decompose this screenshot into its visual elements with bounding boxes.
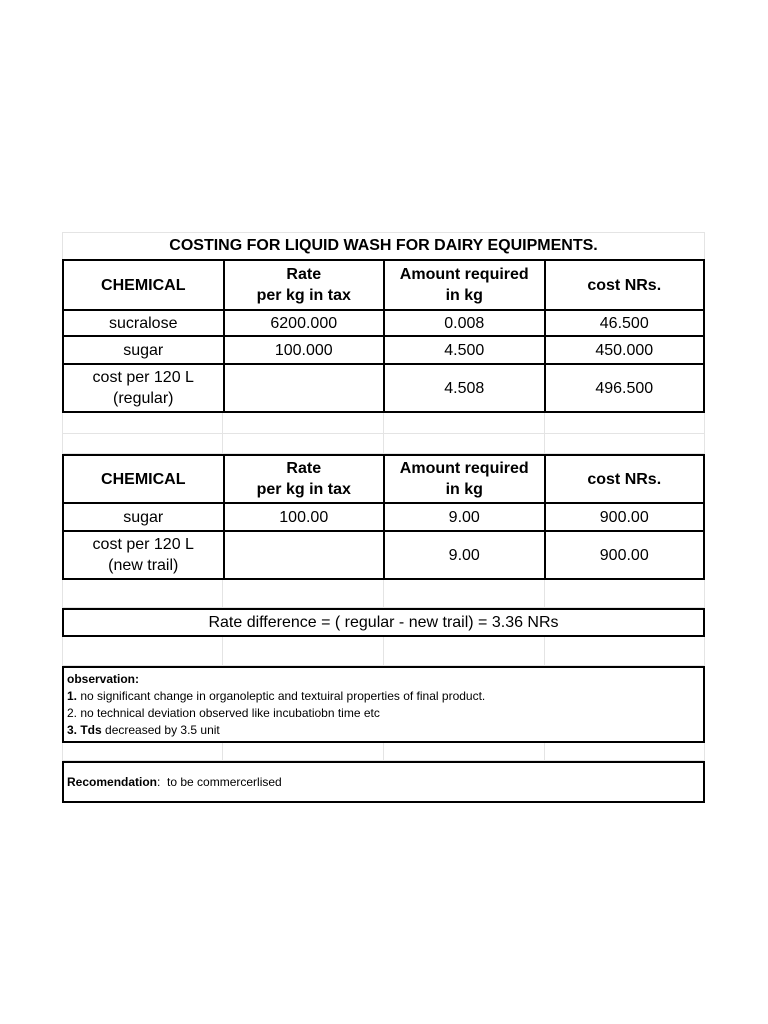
header-amount-line2: in kg [445,481,483,498]
table-header-row [64,261,705,311]
cell-cost: 900.00 [546,504,706,532]
header-amount-line1: Amount required [399,266,529,283]
header-amount [385,456,546,504]
total-label-line2: (regular) [113,390,174,407]
cell-chemical: sugar [64,504,225,532]
spacer-rows [62,580,705,608]
cell-amount: 9.00 [385,504,546,532]
header-rate-line1: Rate [286,460,322,477]
header-amount [385,261,546,311]
cell-amount: 0.008 [385,311,546,337]
cell-chemical: sucralose [64,311,225,337]
cell-chemical: sugar [64,337,225,365]
table-header-row [64,456,705,504]
total-label [64,365,225,413]
recommendation-label: Recomendation [67,774,158,789]
recommendation-box [62,761,705,803]
spacer-rows [62,637,705,666]
table-row [64,337,705,365]
cell-amount: 4.500 [385,337,546,365]
total-cost: 496.500 [546,365,706,413]
total-label-line1: cost per 120 L [92,369,194,386]
table-total-row [64,365,705,413]
total-label [64,532,225,580]
header-rate-line1: Rate [286,266,322,283]
header-amount-line1: Amount required [399,460,529,477]
header-chemical: CHEMICAL [64,261,225,311]
header-rate [225,261,386,311]
spacer-rows [62,743,705,761]
header-cost: cost NRs. [546,456,706,504]
cell-rate: 6200.000 [225,311,386,337]
cell-rate: 100.000 [225,337,386,365]
header-rate-line2: per kg in tax [256,287,351,304]
header-chemical: CHEMICAL [64,456,225,504]
cell-cost: 46.500 [546,311,706,337]
total-label-line1: cost per 120 L [92,536,194,553]
observation-heading: observation: [67,672,140,686]
new-trail-costing-table [62,454,705,580]
costing-sheet [62,232,705,803]
header-cost: cost NRs. [546,261,706,311]
total-rate-empty [225,532,386,580]
header-amount-line2: in kg [445,287,483,304]
total-amount: 9.00 [385,532,546,580]
rate-difference: Rate difference = ( regular - new trail) = 3.36 NRs [62,608,705,637]
total-cost: 900.00 [546,532,706,580]
header-rate-line2: per kg in tax [256,481,351,498]
observation-box [62,666,705,743]
total-rate-empty [225,365,386,413]
spacer-rows [62,413,705,454]
cell-rate: 100.00 [225,504,386,532]
regular-costing-table [62,259,705,413]
sheet-title: COSTING FOR LIQUID WASH FOR DAIRY EQUIPMENTS. [62,232,705,259]
header-rate [225,456,386,504]
table-row [64,311,705,337]
recommendation-text: : to be commercerlised [157,774,282,789]
observation-item-1: 1. no significant change in organoleptic and textuiral properties of final product. [67,689,486,703]
total-amount: 4.508 [385,365,546,413]
table-row [64,504,705,532]
table-total-row [64,532,705,580]
observation-item-3: 3. Tds decreased by 3.5 unit [67,723,220,737]
observation-item-2: 2. no technical deviation observed like incubatiobn time etc [67,706,380,720]
total-label-line2: (new trail) [108,557,179,574]
cell-cost: 450.000 [546,337,706,365]
